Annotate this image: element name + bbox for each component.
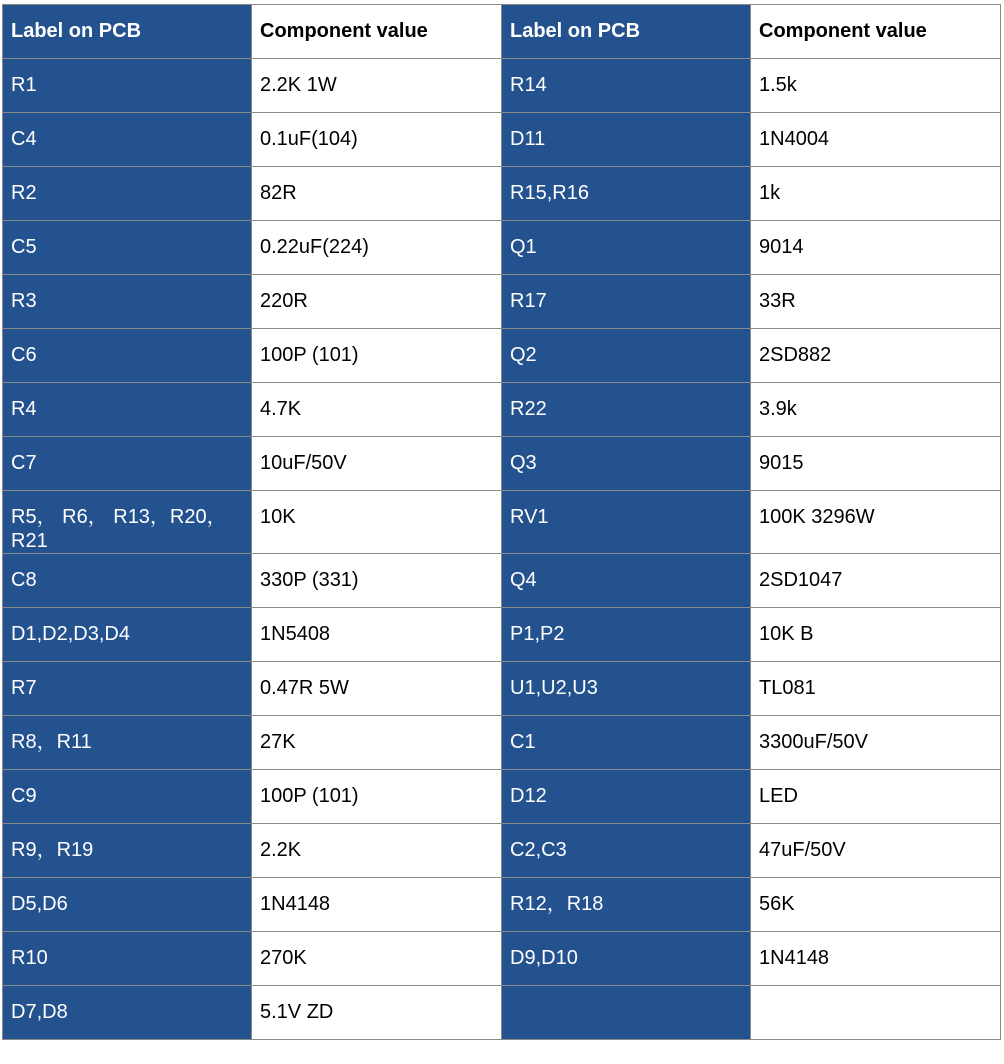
left-value-cell: 1N5408 [252,608,502,662]
right-label-cell: R15,R16 [502,167,751,221]
left-value-cell: 82R [252,167,502,221]
table-row [3,770,1001,824]
right-label-cell: D9,D10 [502,932,751,986]
left-value-cell: 0.22uF(224) [252,221,502,275]
right-value-cell: 9015 [751,437,1001,491]
right-label-cell: U1,U2,U3 [502,662,751,716]
header-value-right: Component value [751,5,1001,59]
right-value-cell: TL081 [751,662,1001,716]
left-label-cell: R1 [3,59,252,113]
right-value-cell: 1N4148 [751,932,1001,986]
component-table [2,4,1001,1040]
table-row [3,59,1001,113]
left-value-cell: 27K [252,716,502,770]
right-value-cell: 100K 3296W [751,491,1001,554]
right-value-cell: 3300uF/50V [751,716,1001,770]
left-label-cell: C4 [3,113,252,167]
right-value-cell: 2SD1047 [751,554,1001,608]
right-label-cell: R12，R18 [502,878,751,932]
left-value-cell: 100P (101) [252,329,502,383]
header-row [3,5,1001,59]
table-row [3,554,1001,608]
left-value-cell: 270K [252,932,502,986]
table-row [3,824,1001,878]
left-label-cell: C6 [3,329,252,383]
right-value-cell: 3.9k [751,383,1001,437]
right-label-cell: C2,C3 [502,824,751,878]
right-value-cell: 9014 [751,221,1001,275]
left-label-cell: R10 [3,932,252,986]
table-row [3,662,1001,716]
right-label-cell: P1,P2 [502,608,751,662]
right-value-cell: 1N4004 [751,113,1001,167]
right-value-cell: 33R [751,275,1001,329]
right-label-cell: Q4 [502,554,751,608]
left-label-cell: D5,D6 [3,878,252,932]
right-value-cell: 56K [751,878,1001,932]
header-label-right: Label on PCB [502,5,751,59]
left-value-cell: 4.7K [252,383,502,437]
table-row [3,329,1001,383]
table-row [3,716,1001,770]
left-label-cell: R8，R11 [3,716,252,770]
left-label-cell: D7,D8 [3,986,252,1040]
left-value-cell: 100P (101) [252,770,502,824]
right-label-cell: R17 [502,275,751,329]
left-value-cell: 330P (331) [252,554,502,608]
left-label-cell: C5 [3,221,252,275]
left-label-cell: C7 [3,437,252,491]
right-value-cell: LED [751,770,1001,824]
table-row [3,113,1001,167]
left-value-cell: 220R [252,275,502,329]
left-label-cell: R5， R6， R13，R20， R21 [3,491,252,554]
left-label-cell: R7 [3,662,252,716]
left-label-cell: D1,D2,D3,D4 [3,608,252,662]
table-row [3,167,1001,221]
table-row [3,932,1001,986]
right-value-cell: 1k [751,167,1001,221]
right-label-cell: R14 [502,59,751,113]
left-value-cell: 0.47R 5W [252,662,502,716]
right-label-cell: D12 [502,770,751,824]
right-label-cell: Q2 [502,329,751,383]
right-label-cell: RV1 [502,491,751,554]
right-label-cell: R22 [502,383,751,437]
right-label-cell: D11 [502,113,751,167]
table-body [3,59,1001,1040]
table-row [3,608,1001,662]
left-label-cell: R9，R19 [3,824,252,878]
table-row [3,383,1001,437]
header-value-left: Component value [252,5,502,59]
left-value-cell: 2.2K [252,824,502,878]
right-value-cell [751,986,1001,1040]
left-label-cell: C9 [3,770,252,824]
right-label-cell: C1 [502,716,751,770]
right-value-cell: 10K B [751,608,1001,662]
left-value-cell: 10uF/50V [252,437,502,491]
right-value-cell: 2SD882 [751,329,1001,383]
left-value-cell: 10K [252,491,502,554]
table-row [3,878,1001,932]
table-row [3,986,1001,1040]
left-label-cell: R2 [3,167,252,221]
table-row [3,221,1001,275]
header-label-left: Label on PCB [3,5,252,59]
right-label-cell: Q1 [502,221,751,275]
table-row [3,275,1001,329]
table-row [3,437,1001,491]
left-value-cell: 0.1uF(104) [252,113,502,167]
left-label-cell: C8 [3,554,252,608]
left-value-cell: 5.1V ZD [252,986,502,1040]
left-label-cell: R4 [3,383,252,437]
right-value-cell: 1.5k [751,59,1001,113]
table-row [3,491,1001,554]
left-label-cell: R3 [3,275,252,329]
left-value-cell: 1N4148 [252,878,502,932]
right-value-cell: 47uF/50V [751,824,1001,878]
left-value-cell: 2.2K 1W [252,59,502,113]
right-label-cell: Q3 [502,437,751,491]
right-label-cell [502,986,751,1040]
